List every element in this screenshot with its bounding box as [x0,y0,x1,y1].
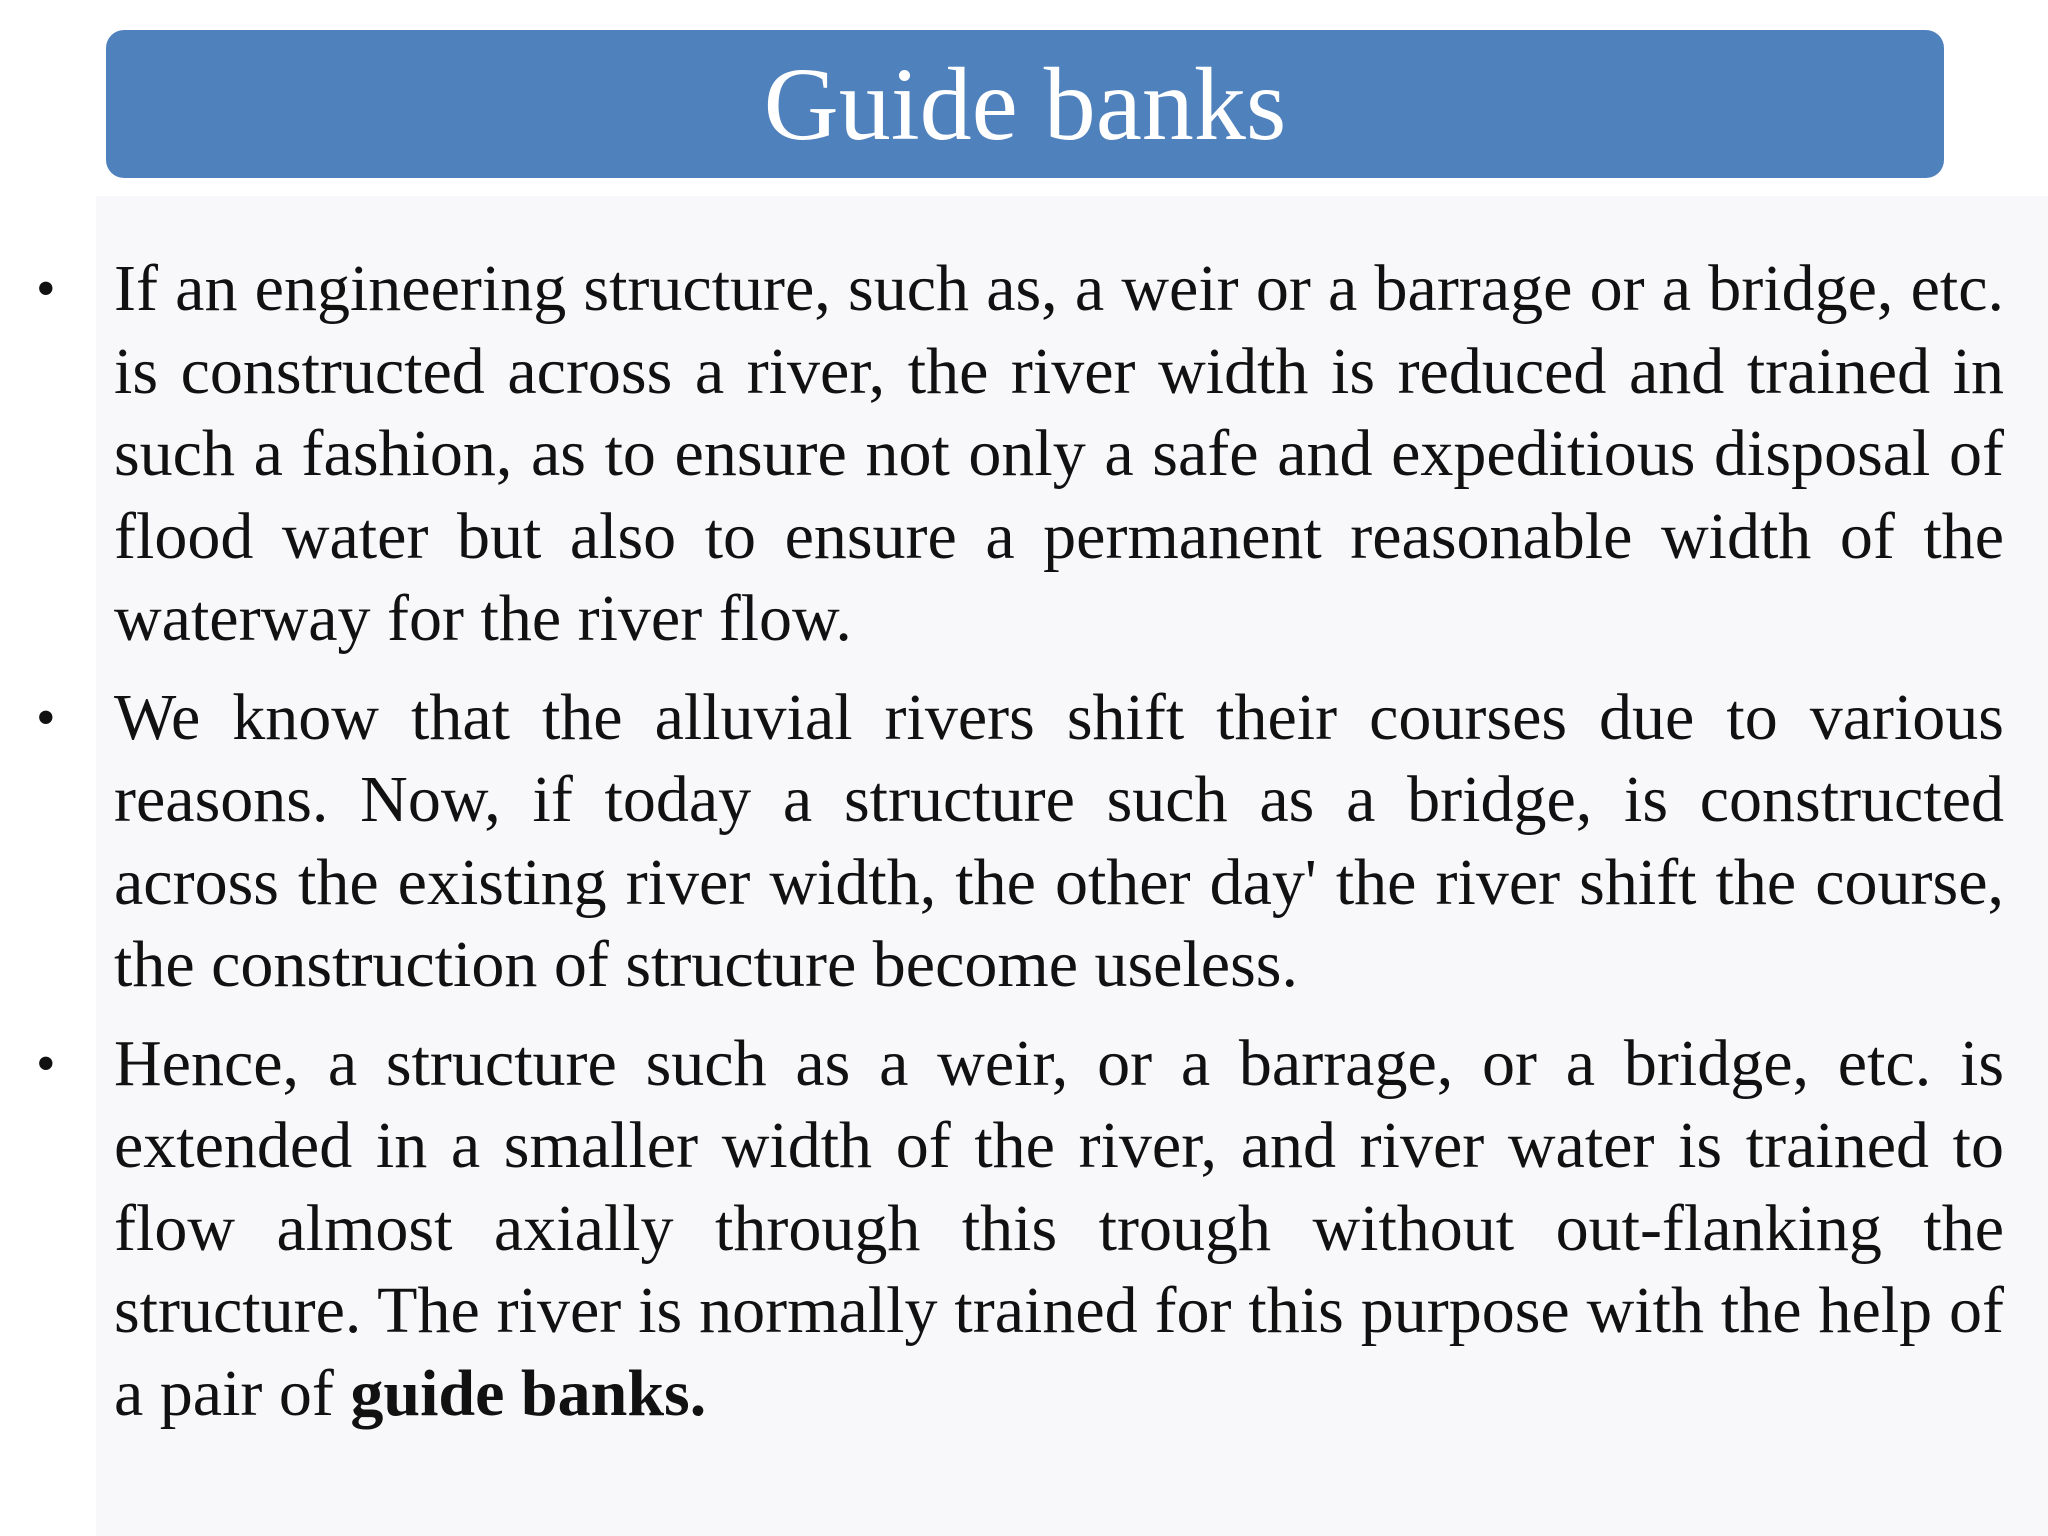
bold-term: guide banks. [350,1356,707,1430]
bullet-point-icon: • [36,1032,56,1095]
bullet-list [32,248,2004,1451]
bullet-text: Hence, a structure such as a weir, or a barrage, or a bridge, etc. is extended in a smaller width of the river, and river water is trained to flow almost axially through this trough without out-flanking the structure. The river is normally trained for this purpose with the help of a pair of [114,1026,2004,1430]
bullet-text: If an engineering structure, such as, a weir or a barrage or a bridge, etc. is constructed across a river, the river width is reduced and trained in such a fashion, as to ensure not only a safe and expeditious disposal of flood water but also to ensure a permanent reasonable width of the waterway for the river flow. [114,252,2004,655]
bullet-text: We know that the alluvial rivers shift their courses due to various reasons. Now, if today a structure such as a bridge, is constructed across the existing river width, the other day' the river shift the course, the construction of structure become useless. [114,680,2004,1001]
bullet-point-icon: • [36,686,56,749]
bullet-item [32,1023,2004,1436]
bullet-item [32,677,2004,1007]
title-bar [106,30,1944,178]
bullet-point-icon: • [36,258,56,320]
slide-title: Guide banks [763,47,1287,162]
bullet-item [32,248,2004,661]
